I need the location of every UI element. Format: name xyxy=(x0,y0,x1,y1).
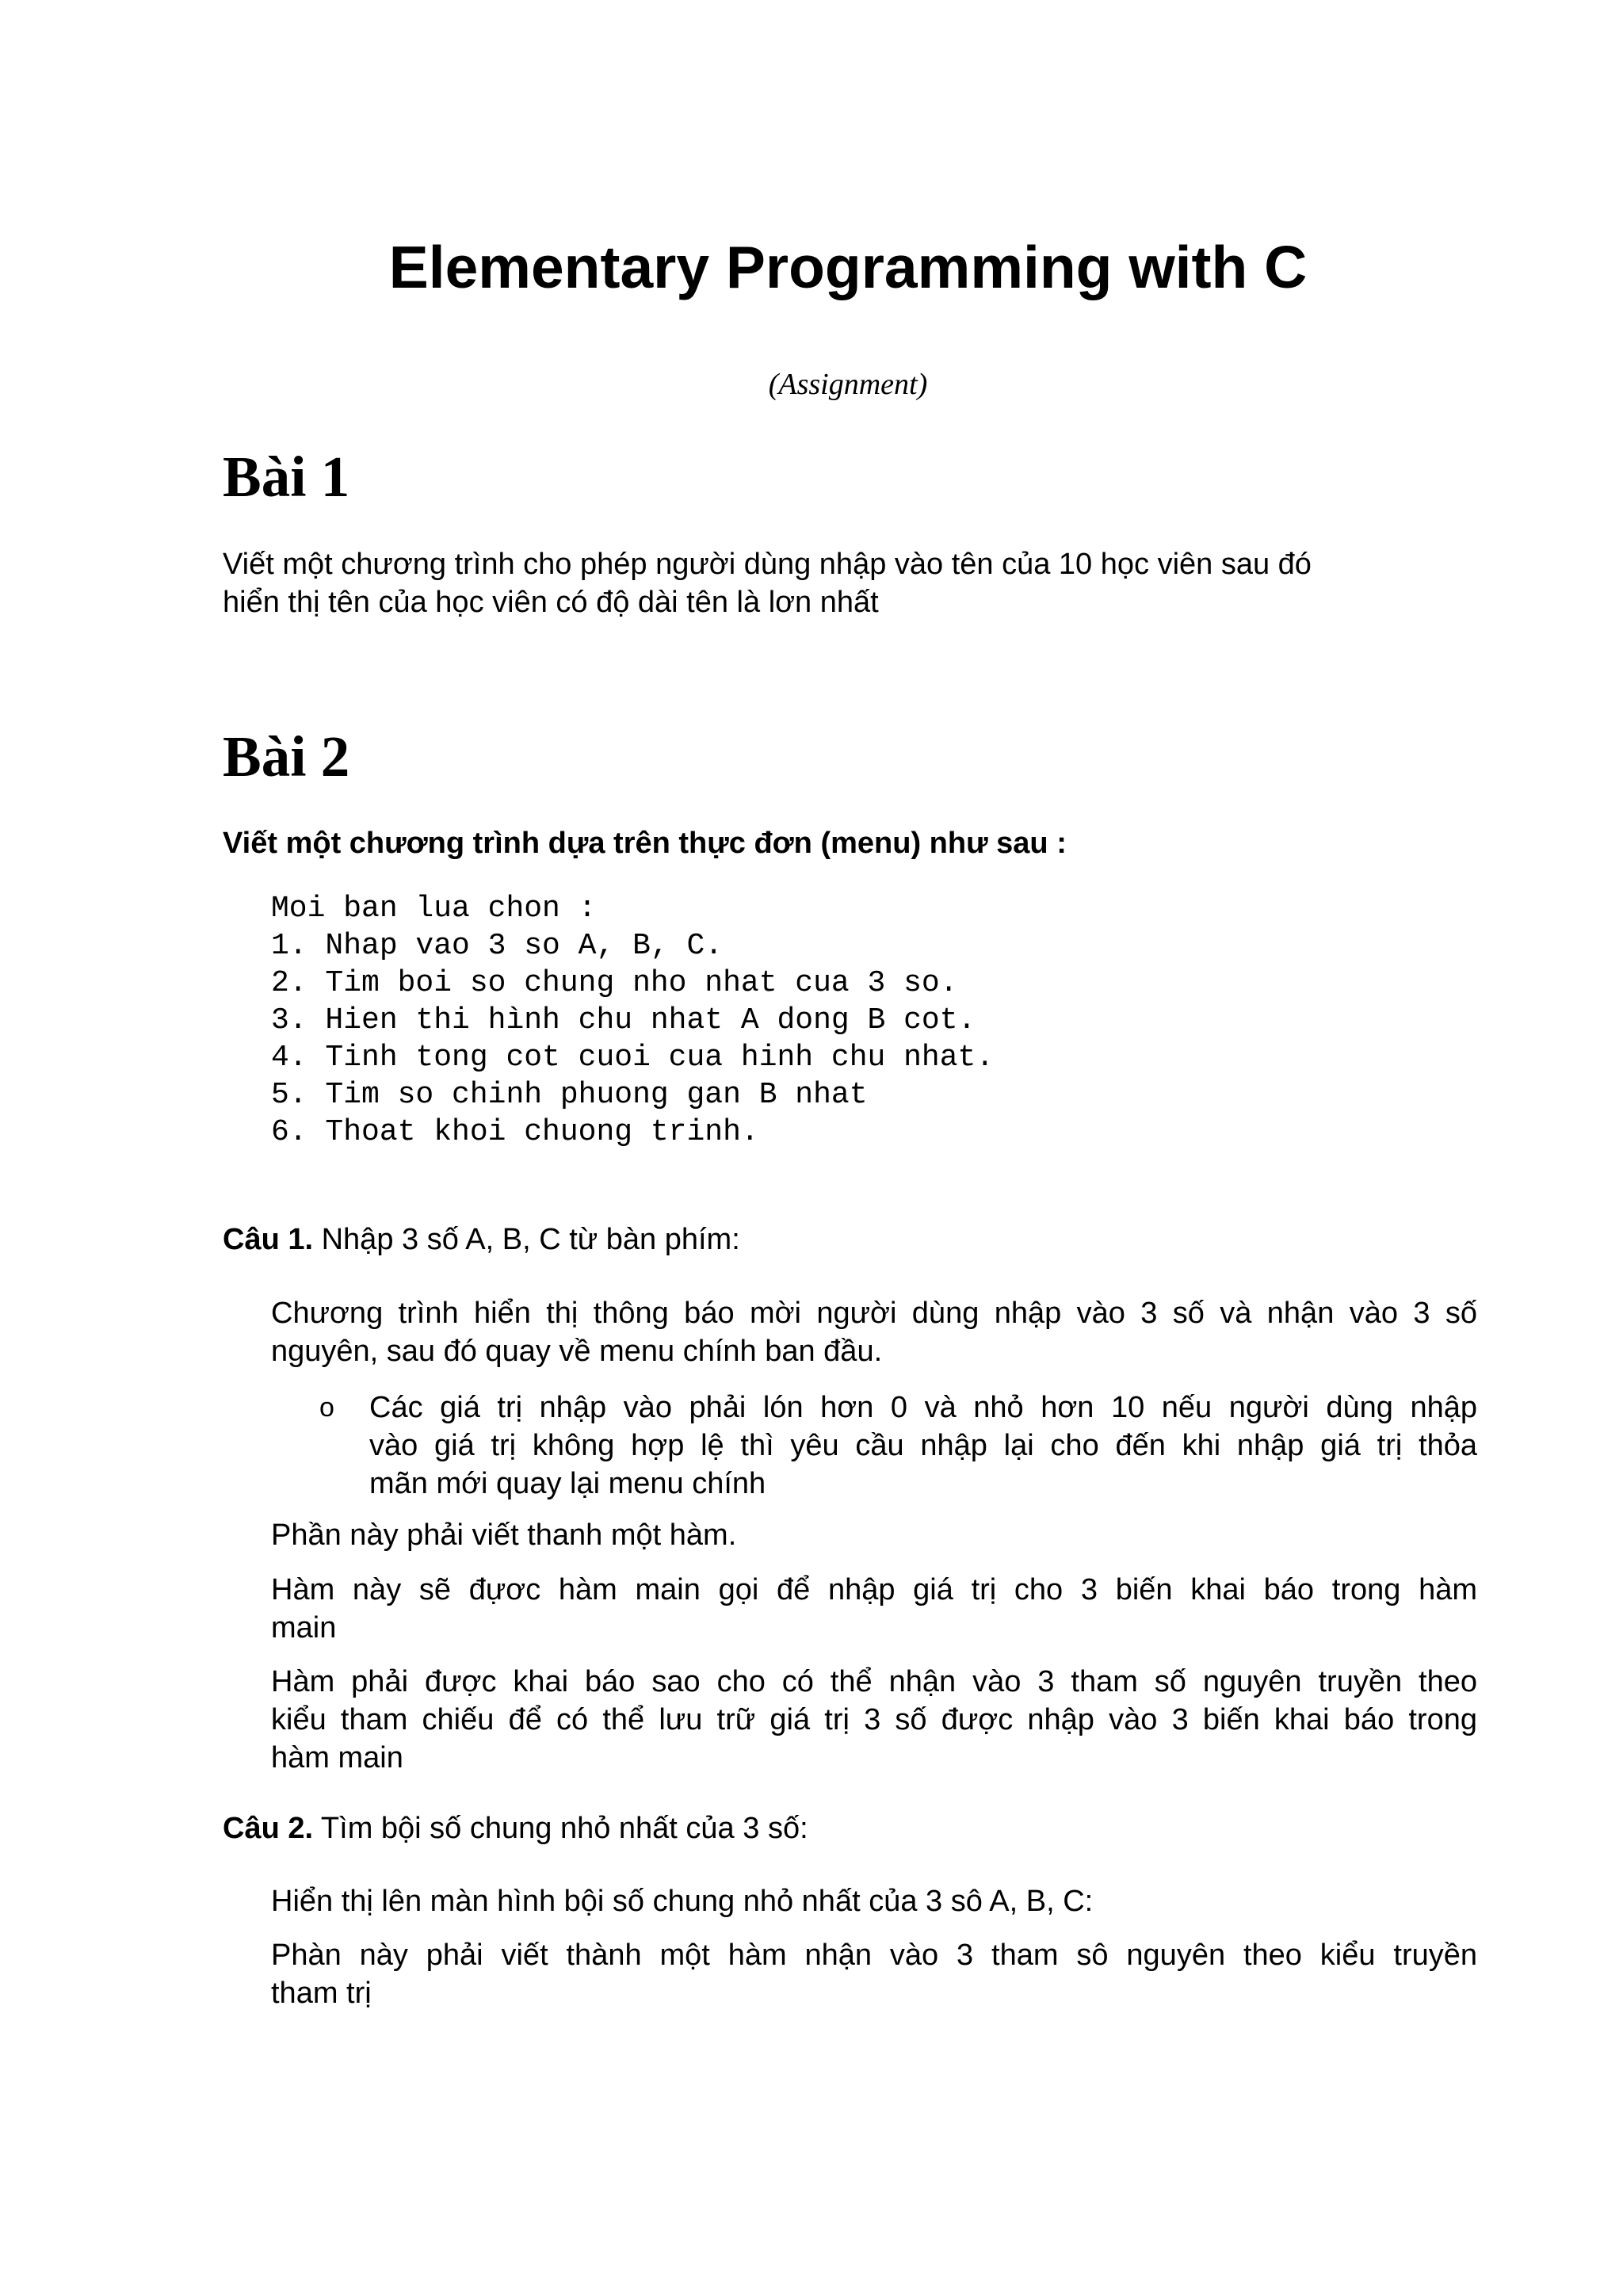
cau-1-para-3-line-2: main xyxy=(271,1611,337,1645)
cau-1-para-4-line-2: kiểu tham chiếu để có thể lưu trữ giá trị 3 số được nhập vào 3 biến khai báo trong xyxy=(271,1703,1477,1736)
cau-2-para-2-line-2: tham trị xyxy=(271,1977,372,2010)
section-heading-bai-1: Bài 1 xyxy=(223,445,350,509)
cau-2-para-2 xyxy=(271,1936,1477,2012)
menu-listing xyxy=(271,890,994,1151)
cau-1-para-3 xyxy=(271,1571,1477,1647)
cau-1-para-2: Phần này phải viết thanh một hàm. xyxy=(271,1519,737,1552)
cau-1-bullet-line-1: Các giá trị nhập vào phải lón hơn 0 và nhỏ hơn 10 nếu người dùng nhập xyxy=(369,1391,1477,1424)
menu-line-1: 1. Nhap vao 3 so A, B, C. xyxy=(271,929,724,963)
cau-1-label: Câu 1. xyxy=(223,1223,314,1256)
menu-line-prompt: Moi ban lua chon : xyxy=(271,892,597,926)
cau-1-para-4 xyxy=(271,1663,1477,1777)
bullet-marker: o xyxy=(319,1392,334,1423)
menu-line-2: 2. Tim boi so chung nho nhat cua 3 so. xyxy=(271,966,958,1000)
cau-2-para-2-line-1: Phàn này phải viết thành một hàm nhận vào 3 tham sô nguyên theo kiểu truyền xyxy=(271,1939,1477,1972)
cau-1-title: Nhập 3 số A, B, C từ bàn phím: xyxy=(313,1223,740,1256)
cau-2-para-1: Hiển thị lên màn hình bội số chung nhỏ nhất của 3 sô A, B, C: xyxy=(271,1885,1094,1918)
cau-1-para-1-line-1: Chương trình hiển thị thông báo mời người dùng nhập vào 3 số và nhận vào 3 số xyxy=(271,1297,1477,1330)
menu-line-6: 6. Thoat khoi chuong trinh. xyxy=(271,1115,759,1149)
cau-1-heading xyxy=(223,1221,740,1259)
cau-2-label: Câu 2. xyxy=(223,1812,314,1845)
section-heading-bai-2: Bài 2 xyxy=(223,724,350,789)
bai-1-line-1: Viết một chương trình cho phép người dùng nhập vào tên của 10 học viên sau đó xyxy=(223,548,1312,581)
cau-1-para-4-line-1: Hàm phải được khai báo sao cho có thể nhận vào 3 tham số nguyên truyền theo xyxy=(271,1665,1477,1698)
cau-1-para-4-line-3: hàm main xyxy=(271,1741,403,1775)
cau-2-heading xyxy=(223,1809,808,1847)
cau-1-para-3-line-1: Hàm này sẽ đựơc hàm main gọi để nhập giá trị cho 3 biến khai báo trong hàm xyxy=(271,1573,1477,1606)
document-title: Elementary Programming with C xyxy=(388,234,1308,300)
menu-line-3: 3. Hien thi hình chu nhat A dong B cot. xyxy=(271,1003,976,1037)
cau-2-title: Tìm bội số chung nhỏ nhất của 3 số: xyxy=(313,1812,808,1845)
cau-1-bullet-line-3: mãn mới quay lại menu chính xyxy=(369,1467,766,1500)
menu-line-4: 4. Tinh tong cot cuoi cua hinh chu nhat. xyxy=(271,1041,995,1075)
bai-1-line-2: hiển thị tên của học viên có độ dài tên là lơn nhất xyxy=(223,586,879,619)
bai-2-intro: Viết một chương trình dựa trên thực đơn (menu) như sau : xyxy=(223,827,1067,860)
document-subtitle: (Assignment) xyxy=(768,368,928,401)
cau-1-para-1 xyxy=(271,1294,1477,1370)
menu-line-5: 5. Tim so chinh phuong gan B nhat xyxy=(271,1078,868,1112)
cau-1-bullet xyxy=(369,1389,1477,1503)
bai-1-description xyxy=(223,545,1312,621)
cau-1-bullet-line-2: vào giá trị không hợp lệ thì yêu cầu nhập lại cho đến khi nhập giá trị thỏa xyxy=(369,1429,1477,1462)
cau-1-para-1-line-2: nguyên, sau đó quay về menu chính ban đầu. xyxy=(271,1335,883,1368)
